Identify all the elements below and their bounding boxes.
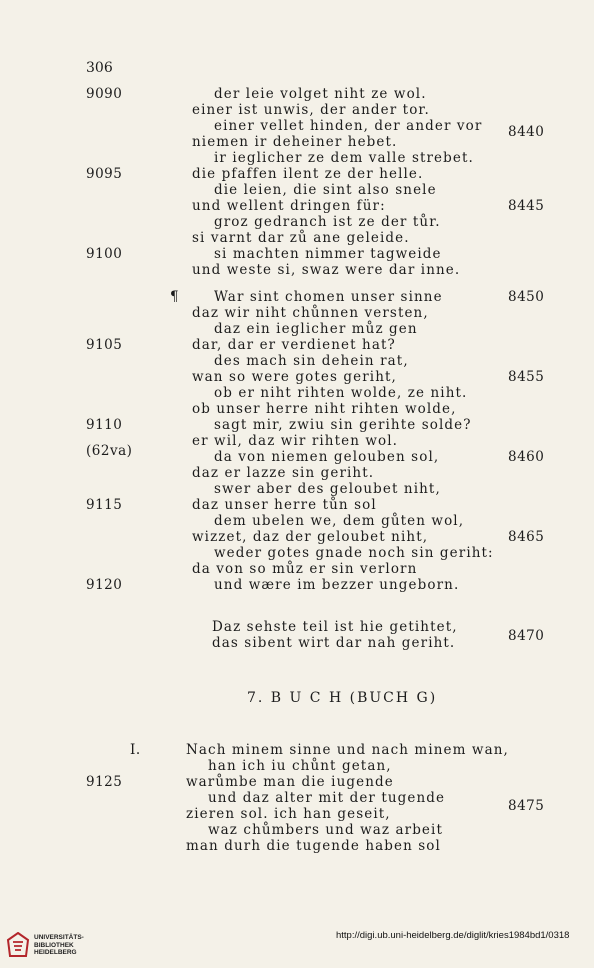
concordance-number: 8445	[508, 198, 545, 214]
verse-line: warůmbe man die iugende	[186, 774, 394, 790]
verse-line: wizzet, daz der geloubet niht,	[192, 529, 429, 545]
verse-line: si varnt dar zů ane geleide.	[192, 230, 410, 246]
line-number: 9120	[86, 577, 123, 593]
verse-line: und wellent dringen für:	[192, 198, 386, 214]
concordance-number: 8440	[508, 124, 545, 140]
verse-line: ob unser herre niht rihten wolde,	[192, 401, 457, 417]
line-number: 9115	[86, 497, 123, 513]
verse-line: niemen ir deheiner hebet.	[192, 134, 398, 150]
concordance-number: 8465	[508, 529, 545, 545]
line-number: 9095	[86, 166, 123, 182]
concordance-number: 8460	[508, 449, 545, 465]
folio-reference: (62va)	[86, 443, 133, 459]
verse-line: da von so můz er sin verlorn	[192, 561, 418, 577]
verse-line: und daz alter mit der tugende	[208, 790, 446, 806]
verse-line: daz unser herre tůn sol	[192, 497, 377, 513]
verse-line: da von niemen gelouben sol,	[214, 449, 440, 465]
concordance-number: 8455	[508, 369, 545, 385]
concordance-number: 8450	[508, 289, 545, 305]
verse-line: swer aber des geloubet niht,	[214, 481, 441, 497]
library-logo-text: UNIVERSITÄTS- BIBLIOTHEK HEIDELBERG	[34, 934, 84, 956]
verse-line: der leie volget niht ze wol.	[214, 86, 427, 102]
library-footer	[0, 918, 594, 968]
verse-line: waz chůmbers und waz arbeit	[208, 822, 443, 838]
verse-line: die leien, die sint also snele	[214, 182, 437, 198]
verse-line: des mach sin dehein rat,	[214, 353, 409, 369]
verse-line: sagt mir, zwiu sin gerihte solde?	[214, 417, 472, 433]
verse-line: und weste si, swaz were dar inne.	[192, 262, 461, 278]
verse-line: si machten nimmer tagweide	[214, 246, 442, 262]
verse-line: han ich iu chůnt getan,	[208, 758, 392, 774]
source-url-link[interactable]: http://digi.ub.uni-heidelberg.de/diglit/kries1984bd1/0318	[336, 930, 570, 941]
line-number: 9125	[86, 774, 123, 790]
verse-line: weder gotes gnade noch sin geriht:	[214, 545, 494, 561]
verse-line: die pfaffen ilent ze der helle.	[192, 166, 424, 182]
paragraph-mark: ¶	[170, 289, 180, 305]
line-number: 9110	[86, 417, 123, 433]
page-number: 306	[86, 60, 113, 76]
concordance-number: 8475	[508, 798, 545, 814]
verse-line: dem ubelen we, dem gůten wol,	[214, 513, 465, 529]
colophon-line: Daz sehste teil ist hie getihtet,	[212, 619, 458, 635]
verse-line: War sint chomen unser sinne	[214, 289, 443, 305]
verse-line: ob er niht rihten wolde, ze niht.	[214, 385, 468, 401]
verse-line: man durh die tugende haben sol	[186, 838, 441, 854]
concordance-number: 8470	[508, 628, 545, 644]
verse-line: ir ieglicher ze dem valle strebet.	[214, 150, 474, 166]
line-number: 9105	[86, 337, 123, 353]
verse-line: groz gedranch ist ze der tůr.	[214, 214, 441, 230]
verse-line: einer ist unwis, der ander tor.	[192, 102, 430, 118]
colophon-line: das sibent wirt dar nah geriht.	[212, 635, 456, 651]
line-number: 9090	[86, 86, 123, 102]
verse-line: daz wir niht chůnnen versten,	[192, 305, 429, 321]
verse-line: daz er lazze sin geriht.	[192, 465, 375, 481]
verse-line: wan so were gotes geriht,	[192, 369, 397, 385]
line-number: 9100	[86, 246, 123, 262]
library-seal-icon	[6, 932, 30, 958]
verse-line: zieren sol. ich han geseit,	[186, 806, 391, 822]
verse-line: daz ein ieglicher můz gen	[214, 321, 418, 337]
verse-line: Nach minem sinne und nach minem wan,	[186, 742, 509, 758]
verse-line: er wil, daz wir rihten wol.	[192, 433, 399, 449]
verse-line: dar, dar er verdienet hat?	[192, 337, 396, 353]
verse-line: einer vellet hinden, der ander vor	[214, 118, 483, 134]
verse-line: und wære im bezzer ungeborn.	[214, 577, 460, 593]
chapter-heading: 7. B U C H (BUCH G)	[247, 690, 438, 706]
section-number: I.	[130, 742, 141, 758]
